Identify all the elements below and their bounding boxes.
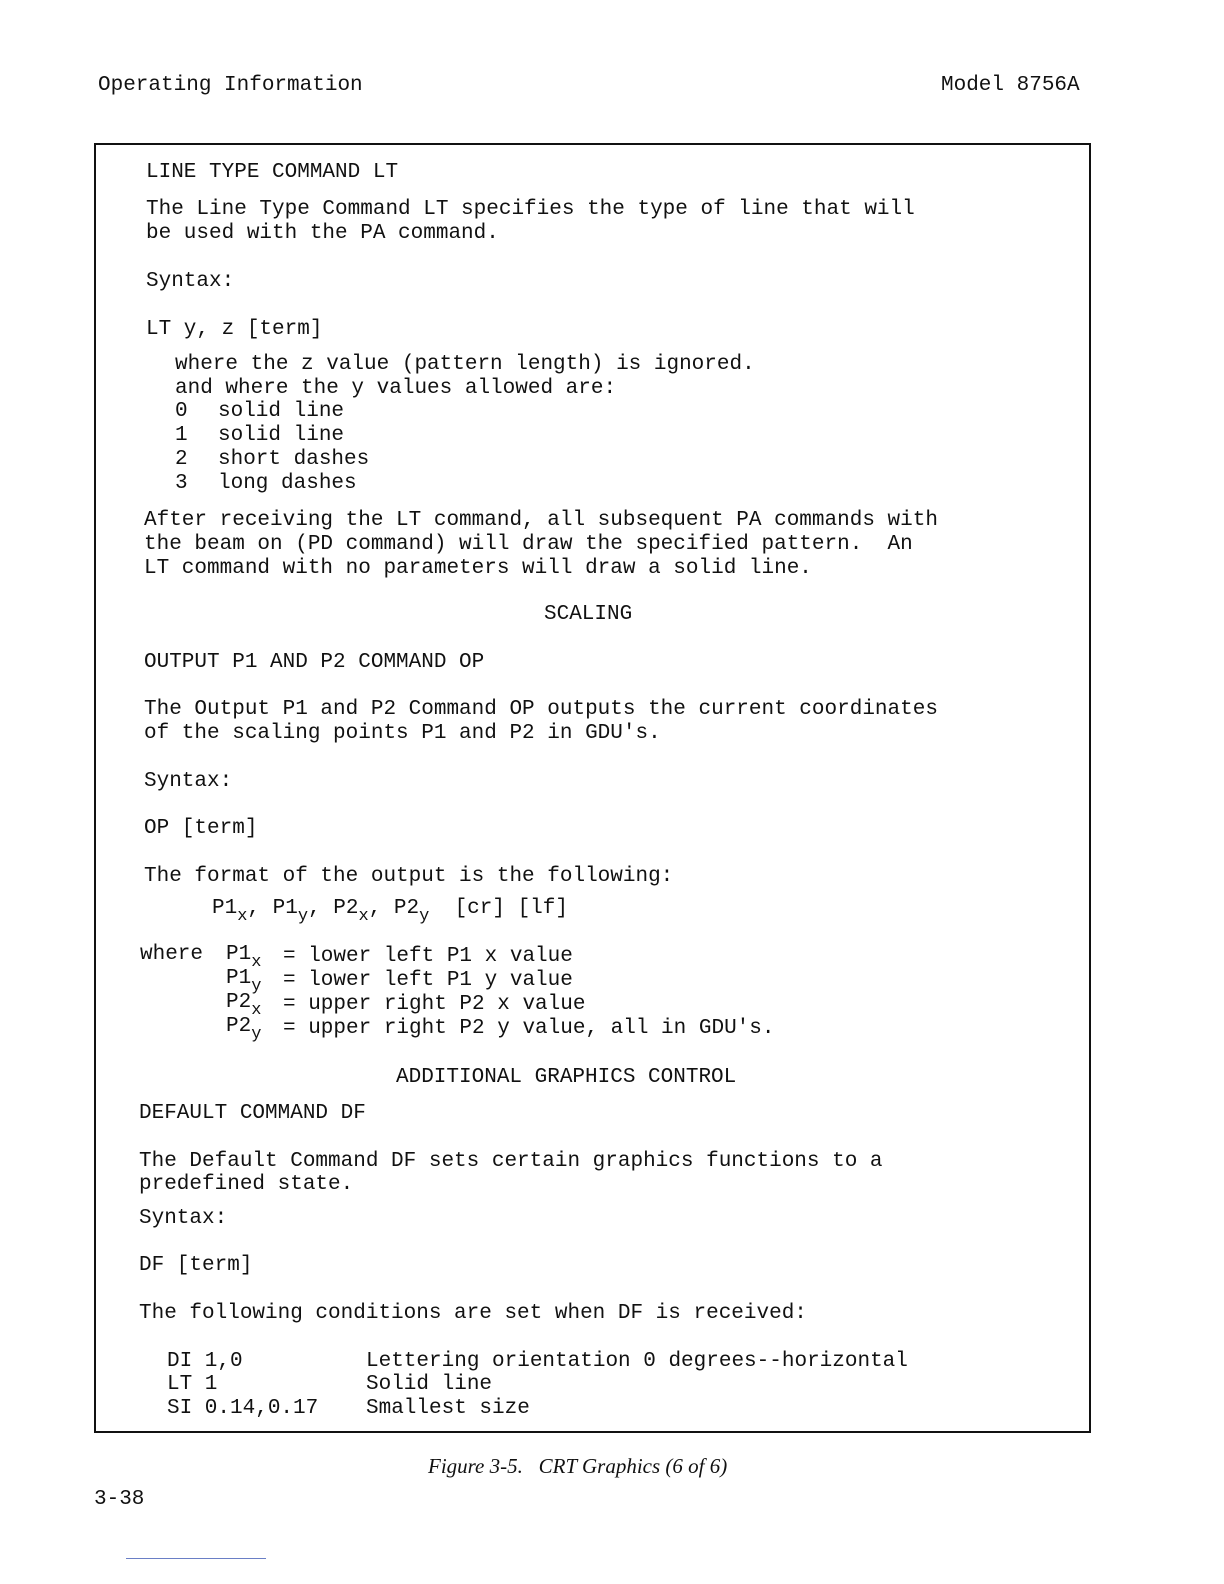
format-sub-y: y xyxy=(419,907,430,926)
lt-note-2: and where the y values allowed are: xyxy=(175,377,617,400)
lt-value-label: long dashes xyxy=(218,472,357,495)
where-desc: = upper right P2 y value, all in GDU's. xyxy=(283,1017,775,1040)
lt-value-num: 1 xyxy=(175,424,188,447)
df-syntax-label: Syntax: xyxy=(139,1207,228,1230)
lt-note-1: where the z value (pattern length) is ignored. xyxy=(175,353,755,376)
df-conditions-intro: The following conditions are set when DF is received: xyxy=(139,1302,807,1325)
op-syntax: OP [term] xyxy=(144,817,258,840)
op-desc-line-1: The Output P1 and P2 Command OP outputs the current coordinates xyxy=(144,698,938,721)
where-label: where xyxy=(140,943,204,966)
format-p1: P1 xyxy=(272,897,298,920)
lt-value-num: 2 xyxy=(175,448,188,471)
lt-after-line-1: After receiving the LT command, all subsequent PA commands with xyxy=(144,509,938,532)
op-syntax-label: Syntax: xyxy=(144,770,233,793)
lt-heading: LINE TYPE COMMAND LT xyxy=(146,161,399,184)
lt-desc-line-2: be used with the PA command. xyxy=(146,222,499,245)
df-heading: DEFAULT COMMAND DF xyxy=(139,1102,366,1125)
where-desc: = upper right P2 x value xyxy=(283,993,586,1016)
lt-value-num: 3 xyxy=(175,472,188,495)
condition-desc: Smallest size xyxy=(366,1397,530,1420)
condition-cmd: LT 1 xyxy=(167,1373,218,1396)
df-syntax: DF [term] xyxy=(139,1254,253,1277)
scaling-section-title: SCALING xyxy=(544,603,633,626)
where-var: $P2_x$ xyxy=(226,991,262,1020)
where-desc: = lower left P1 x value xyxy=(283,945,573,968)
where-var: $P1_y$ xyxy=(226,967,262,996)
format-sub-y: y xyxy=(297,907,309,926)
where-var: $P1_x$ xyxy=(226,943,262,972)
condition-cmd: DI 1,0 xyxy=(167,1350,243,1373)
op-desc-line-2: of the scaling points P1 and P2 in GDU's. xyxy=(144,722,661,745)
page-number: 3-38 xyxy=(94,1488,145,1511)
lt-value-num: 0 xyxy=(175,400,188,423)
op-heading: OUTPUT P1 AND P2 COMMAND OP xyxy=(144,651,485,674)
format-sub-x: x xyxy=(237,907,248,926)
header-section-title: Operating Information xyxy=(98,74,363,97)
lt-after-line-3: LT command with no parameters will draw a solid line. xyxy=(144,557,812,580)
format-p2: P2 xyxy=(333,897,359,920)
df-desc-line-2: predefined state. xyxy=(139,1173,354,1196)
lt-value-label: solid line xyxy=(218,400,345,423)
format-sub-x: x xyxy=(358,907,369,926)
where-var: $P2_y$ xyxy=(226,1015,262,1044)
figure-caption: Figure 3-5. CRT Graphics (6 of 6) xyxy=(428,1454,728,1478)
condition-cmd: SI 0.14,0.17 xyxy=(167,1397,319,1420)
format-p2: P2 xyxy=(393,897,420,920)
lt-syntax: LT y, z [term] xyxy=(146,318,323,341)
lt-desc-line-1: The Line Type Command LT specifies the type of line that will xyxy=(146,198,915,221)
where-desc: = lower left P1 y value xyxy=(283,969,573,992)
format-tail: [cr] [lf] xyxy=(454,897,568,920)
additional-section-title: ADDITIONAL GRAPHICS CONTROL xyxy=(396,1066,737,1089)
lt-value-label: short dashes xyxy=(218,448,370,471)
lt-value-label: solid line xyxy=(218,424,345,447)
condition-desc: Solid line xyxy=(366,1373,493,1396)
lt-after-line-2: the beam on (PD command) will draw the specified pattern. An xyxy=(144,533,913,556)
scan-underline xyxy=(126,1558,266,1559)
op-format-intro: The format of the output is the following: xyxy=(144,865,674,888)
condition-desc: Lettering orientation 0 degrees--horizontal xyxy=(366,1350,908,1373)
df-desc-line-1: The Default Command DF sets certain graphics functions to a xyxy=(139,1150,883,1173)
lt-syntax-label: Syntax: xyxy=(146,270,235,293)
op-format-line: $P1_x$, $P1_y$, $P2_x$, $P2_y$ [cr] [lf] xyxy=(212,897,568,926)
header-model: Model 8756A xyxy=(941,74,1080,97)
format-p1: P1 xyxy=(212,897,238,920)
